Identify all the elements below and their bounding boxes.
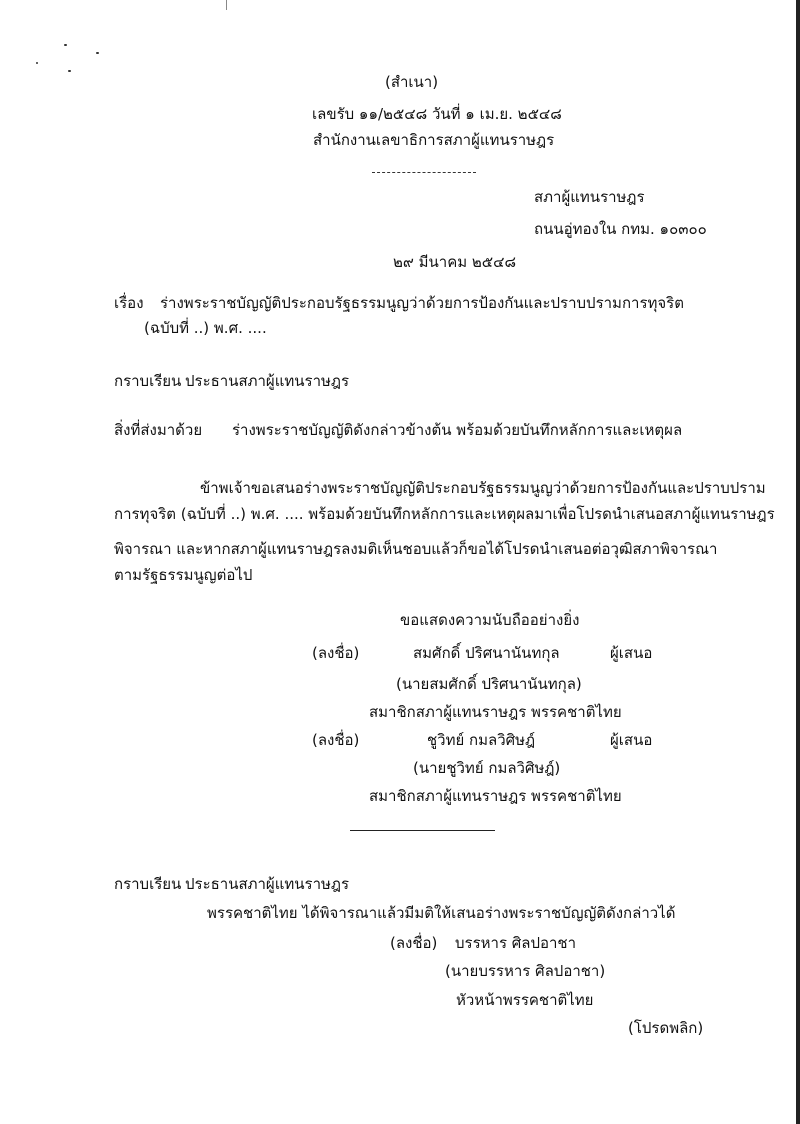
enclosure-text: ร่างพระราชบัญญัติดังกล่าวข้างต้น พร้อมด้วยบันทึกหลักการและเหตุผล bbox=[232, 421, 683, 439]
closing-text: ขอแสดงความนับถืออย่างยิ่ง bbox=[400, 611, 580, 629]
body-line-3: พิจารณา และหากสภาผู้แทนราษฎรลงมติเห็นชอบแล้วก็ขอได้โปรดนำเสนอต่อวุฒิสภาพิจารณา bbox=[114, 540, 718, 558]
subject-label: เรื่อง bbox=[114, 294, 144, 312]
scan-speck bbox=[96, 52, 99, 54]
scan-mark-top bbox=[226, 0, 227, 10]
address-line-1: สภาผู้แทนราษฎร bbox=[534, 188, 645, 206]
role-1: ผู้เสนอ bbox=[610, 644, 653, 662]
office-name: สำนักงานเลขาธิการสภาผู้แทนราษฎร bbox=[313, 131, 555, 149]
role-2: ผู้เสนอ bbox=[610, 731, 653, 749]
printed-name-2: (นายชูวิทย์ กมลวิศิษฎ์) bbox=[413, 759, 561, 777]
document-date: ๒๙ มีนาคม ๒๕๔๘ bbox=[393, 253, 517, 271]
sign-label-1: (ลงชื่อ) bbox=[312, 644, 360, 662]
address-line-2: ถนนอู่ทองใน กทม. ๑๐๓๐๐ bbox=[534, 220, 707, 238]
endorsement-salutation-label: กราบเรียน bbox=[114, 875, 182, 893]
endorsement-sign-label: (ลงชื่อ) bbox=[390, 934, 438, 952]
scan-speck bbox=[64, 44, 67, 46]
enclosure-label: สิ่งที่ส่งมาด้วย bbox=[114, 421, 203, 439]
section-divider bbox=[350, 830, 495, 831]
signature-2: ชูวิทย์ กมลวิศิษฎ์ bbox=[427, 731, 536, 749]
scan-speck bbox=[36, 62, 38, 64]
body-line-4: ตามรัฐธรรมนูญต่อไป bbox=[114, 566, 253, 584]
header-separator bbox=[372, 172, 476, 173]
position-2: สมาชิกสภาผู้แทนราษฎร พรรคชาติไทย bbox=[369, 787, 622, 805]
sign-label-2: (ลงชื่อ) bbox=[312, 731, 360, 749]
subject-line-2: (ฉบับที่ ..) พ.ศ. .... bbox=[144, 319, 267, 337]
receipt-line: เลขรับ ๑๑/๒๕๔๘ วันที่ ๑ เม.ย. ๒๕๔๘ bbox=[312, 105, 562, 123]
endorsement-printed-name: (นายบรรหาร ศิลปอาชา) bbox=[445, 962, 606, 980]
salutation-text: ประธานสภาผู้แทนราษฎร bbox=[185, 372, 350, 390]
subject-text: ร่างพระราชบัญญัติประกอบรัฐธรรมนูญว่าด้วยการป้องกันและปราบปรามการทุจริต bbox=[160, 294, 684, 312]
turn-page-note: (โปรดพลิก) bbox=[628, 1019, 704, 1037]
endorsement-position: หัวหน้าพรรคชาติไทย bbox=[456, 991, 594, 1009]
copy-mark: (สำเนา) bbox=[385, 73, 439, 91]
printed-name-1: (นายสมศักดิ์ ปริศนานันทกุล) bbox=[396, 675, 582, 693]
endorsement-signature: บรรหาร ศิลปอาชา bbox=[455, 934, 577, 952]
position-1: สมาชิกสภาผู้แทนราษฎร พรรคชาติไทย bbox=[369, 703, 622, 721]
body-line-1: ข้าพเจ้าขอเสนอร่างพระราชบัญญัติประกอบรัฐธรรมนูญว่าด้วยการป้องกันและปราบปราม bbox=[200, 479, 766, 497]
body-line-2: การทุจริต (ฉบับที่ ..) พ.ศ. .... พร้อมด้วยบันทึกหลักการและเหตุผลมาเพื่อโปรดนำเสนอสภาผู้แทนราษฎร bbox=[114, 505, 775, 523]
salutation-label: กราบเรียน bbox=[114, 372, 182, 390]
signature-1: สมศักดิ์ ปริศนานันทกุล bbox=[413, 644, 560, 662]
scan-edge-right bbox=[796, 0, 800, 1124]
endorsement-salutation-text: ประธานสภาผู้แทนราษฎร bbox=[185, 875, 350, 893]
scan-speck bbox=[68, 70, 71, 72]
endorsement-text: พรรคชาติไทย ได้พิจารณาแล้วมีมติให้เสนอร่างพระราชบัญญัติดังกล่าวได้ bbox=[207, 904, 676, 922]
